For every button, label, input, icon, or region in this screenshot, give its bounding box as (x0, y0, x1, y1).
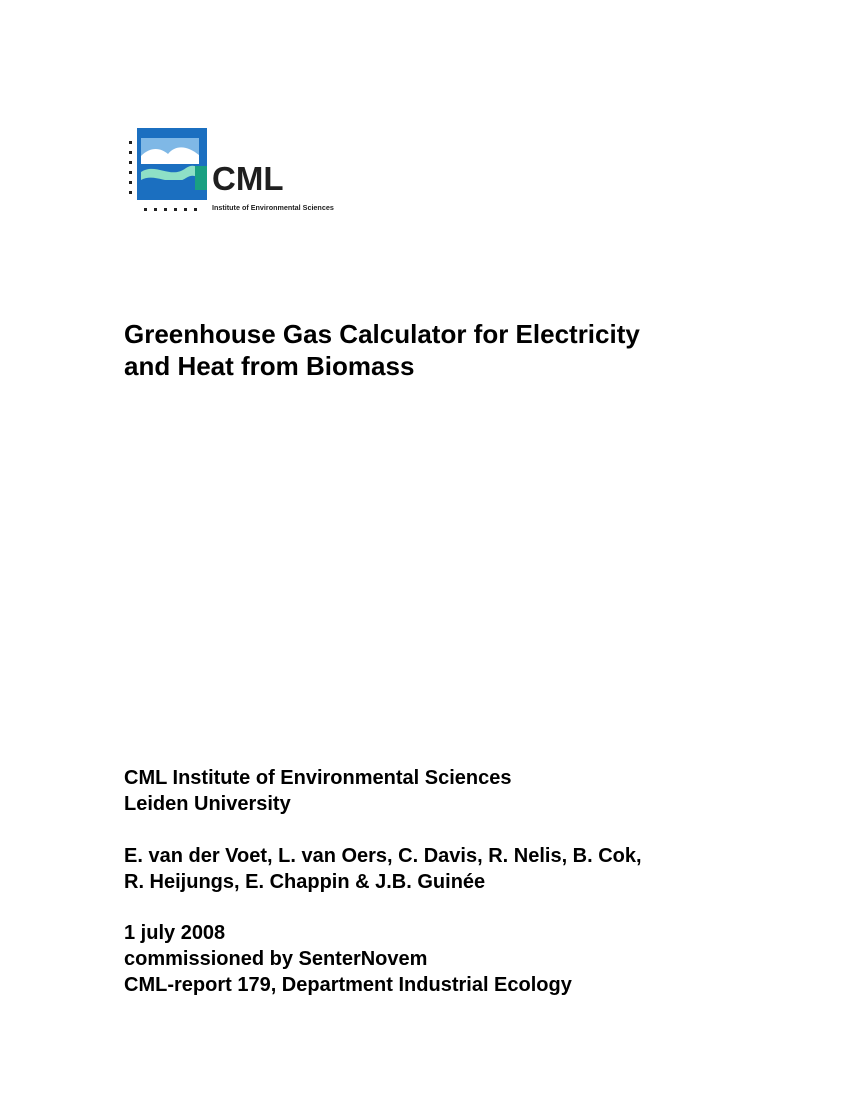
report-title-line-1: Greenhouse Gas Calculator for Electricity (124, 319, 640, 349)
cml-logo-graphic (126, 128, 356, 220)
report-reference: CML-report 179, Department Industrial Ecology (124, 974, 572, 996)
authors-block (124, 843, 764, 895)
report-title-line-2: and Heat from Biomass (124, 351, 415, 381)
institution-name: CML Institute of Environmental Sciences (124, 767, 512, 789)
commissioned-by: commissioned by SenterNovem (124, 948, 428, 970)
university-name: Leiden University (124, 793, 291, 815)
logo-wordmark: CML (212, 160, 284, 197)
report-info-block (124, 920, 764, 998)
logo-dots-vertical (129, 141, 132, 194)
logo-dots-horizontal (144, 208, 197, 211)
report-title (124, 318, 764, 382)
logo-subtitle: Institute of Environmental Sciences (212, 203, 334, 212)
cml-logo (126, 128, 356, 220)
authors-line-1: E. van der Voet, L. van Oers, C. Davis, R. Nelis, B. Cok, (124, 845, 642, 867)
authors-line-2: R. Heijungs, E. Chappin & J.B. Guinée (124, 871, 486, 893)
report-date: 1 july 2008 (124, 922, 226, 944)
institution-block (124, 765, 764, 817)
